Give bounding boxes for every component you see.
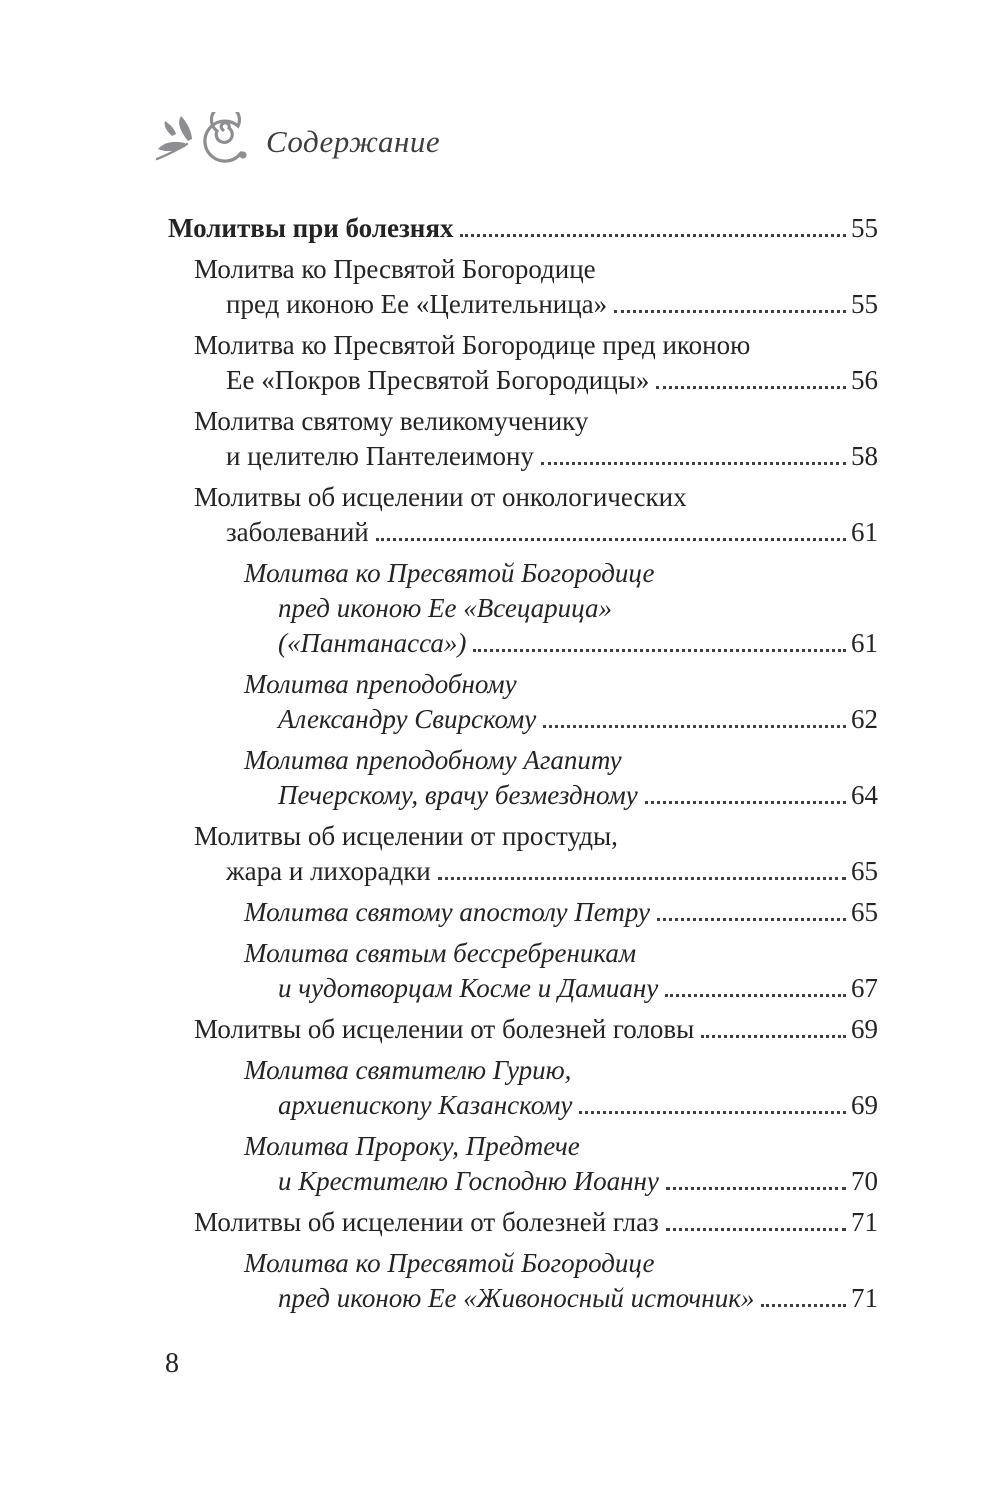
toc-entry-title: архиепископу Казанскому: [278, 1090, 573, 1120]
toc-line: Молитва ко Пресвятой Богородице: [244, 1248, 655, 1278]
dot-leader: [376, 538, 846, 541]
toc-line: [278, 971, 878, 1006]
toc-line: [278, 1281, 878, 1316]
toc-entry: [168, 1129, 878, 1199]
toc-line: Молитва ко Пресвятой Богородице: [194, 254, 596, 284]
toc-entry-title: Молитвы об исцелении от болезней головы: [194, 1014, 695, 1044]
toc-entry: [168, 1053, 878, 1123]
toc-entry: [168, 1205, 878, 1240]
toc-line: [226, 515, 878, 550]
toc-page-number: 70: [851, 1166, 878, 1196]
toc-entry: [168, 1246, 878, 1316]
toc-entry-title: Молитва святому апостолу Петру: [244, 897, 651, 927]
toc-line: [278, 1164, 878, 1199]
toc-line: Молитва Пророку, Предтече: [244, 1131, 580, 1161]
toc-page-number: 56: [851, 365, 878, 395]
dot-leader: [657, 918, 846, 921]
toc-entry-title: Молитвы об исцелении от болезней глаз: [194, 1207, 659, 1237]
toc-entry: [168, 404, 878, 474]
toc-entry: [168, 667, 878, 737]
toc-entry-title: Молитвы при болезнях: [168, 213, 454, 243]
toc-line: [226, 439, 878, 474]
toc-line: [244, 895, 878, 930]
toc-line: Молитва ко Пресвятой Богородице: [244, 558, 655, 588]
toc-page-number: 55: [851, 289, 878, 319]
toc-line: [194, 1205, 878, 1240]
dot-leader: [438, 877, 846, 880]
page-header: [154, 112, 878, 171]
toc-entry-title: заболеваний: [226, 517, 369, 547]
toc-entry: [168, 480, 878, 550]
toc-line: [194, 1012, 878, 1047]
toc-entry: [168, 556, 878, 661]
dot-leader: [666, 1228, 846, 1231]
dot-leader: [665, 994, 846, 997]
dot-leader: [666, 1187, 846, 1190]
toc-page-number: 58: [851, 441, 878, 471]
dot-leader: [656, 386, 846, 389]
toc-entry-title: жара и лихорадки: [226, 856, 431, 886]
toc-entry: [168, 328, 878, 398]
toc-entry-title: и чудотворцам Косме и Дамиану: [278, 973, 659, 1003]
toc-page-number: 55: [851, 213, 878, 243]
toc-entry-title: («Пантанасса»): [278, 628, 467, 658]
toc-entry: [168, 936, 878, 1006]
dot-leader: [473, 649, 846, 652]
toc-page-number: 62: [851, 704, 878, 734]
dot-leader: [645, 801, 846, 804]
toc-line: [278, 702, 878, 737]
dot-leader: [701, 1035, 846, 1038]
toc-page-number: 71: [851, 1283, 878, 1313]
toc-page-number: 69: [851, 1090, 878, 1120]
toc-entry: [168, 252, 878, 322]
toc-page-number: 61: [851, 517, 878, 547]
dot-leader: [579, 1111, 846, 1114]
toc-entry-title: пред иконою Ее «Живоносный источник»: [278, 1283, 755, 1313]
toc-line: Молитва святым бессребреникам: [244, 938, 637, 968]
toc-page-number: 65: [851, 897, 878, 927]
dot-leader: [541, 462, 846, 465]
toc-line: Молитва преподобному Агапиту: [244, 745, 622, 775]
toc-entry: [168, 211, 878, 246]
dot-leader: [614, 310, 846, 313]
toc-entry-title: и Крестителю Господню Иоанну: [278, 1166, 659, 1196]
floral-flourish-icon: [154, 112, 250, 171]
toc-line: Молитвы об исцелении от онкологических: [194, 482, 687, 512]
toc-line: [226, 287, 878, 322]
toc-page-number: 71: [851, 1207, 878, 1237]
toc-entry-title: Ее «Покров Пресвятой Богородицы»: [226, 365, 650, 395]
dot-leader: [460, 234, 846, 237]
toc-line: Молитвы об исцелении от простуды,: [194, 821, 618, 851]
toc-entry: [168, 819, 878, 889]
toc-line: Молитва преподобному: [244, 669, 517, 699]
dot-leader: [543, 725, 846, 728]
toc-line: [226, 854, 878, 889]
toc-line: [278, 1088, 878, 1123]
toc-entry-title: и целителю Пантелеимону: [226, 441, 534, 471]
toc-page-number: 61: [851, 628, 878, 658]
toc-line: Молитва святому великомученику: [194, 406, 589, 436]
toc-entry-title: Печерскому, врачу безмездному: [278, 780, 638, 810]
page-title: Содержание: [266, 123, 441, 159]
toc-line: [226, 363, 878, 398]
dot-leader: [761, 1304, 846, 1307]
toc-entry-title: Александру Свирскому: [278, 704, 537, 734]
toc-page-number: 69: [851, 1014, 878, 1044]
toc-page-number: 67: [851, 973, 878, 1003]
toc-entry: [168, 1012, 878, 1047]
toc-line: [168, 211, 878, 246]
toc-line: пред иконою Ее «Всецарица»: [278, 593, 612, 623]
toc-line: Молитва святителю Гурию,: [244, 1055, 572, 1085]
toc-entry: [168, 743, 878, 813]
toc-list: [168, 211, 878, 1316]
toc-page-number: 64: [851, 780, 878, 810]
toc-page-number: 65: [851, 856, 878, 886]
toc-line: [278, 626, 878, 661]
toc-entry: [168, 895, 878, 930]
toc-entry-title: пред иконою Ее «Целительница»: [226, 289, 608, 319]
toc-line: Молитва ко Пресвятой Богородице пред иконою: [194, 330, 751, 360]
folio-page-number: 8: [165, 1348, 179, 1379]
toc-line: [278, 778, 878, 813]
